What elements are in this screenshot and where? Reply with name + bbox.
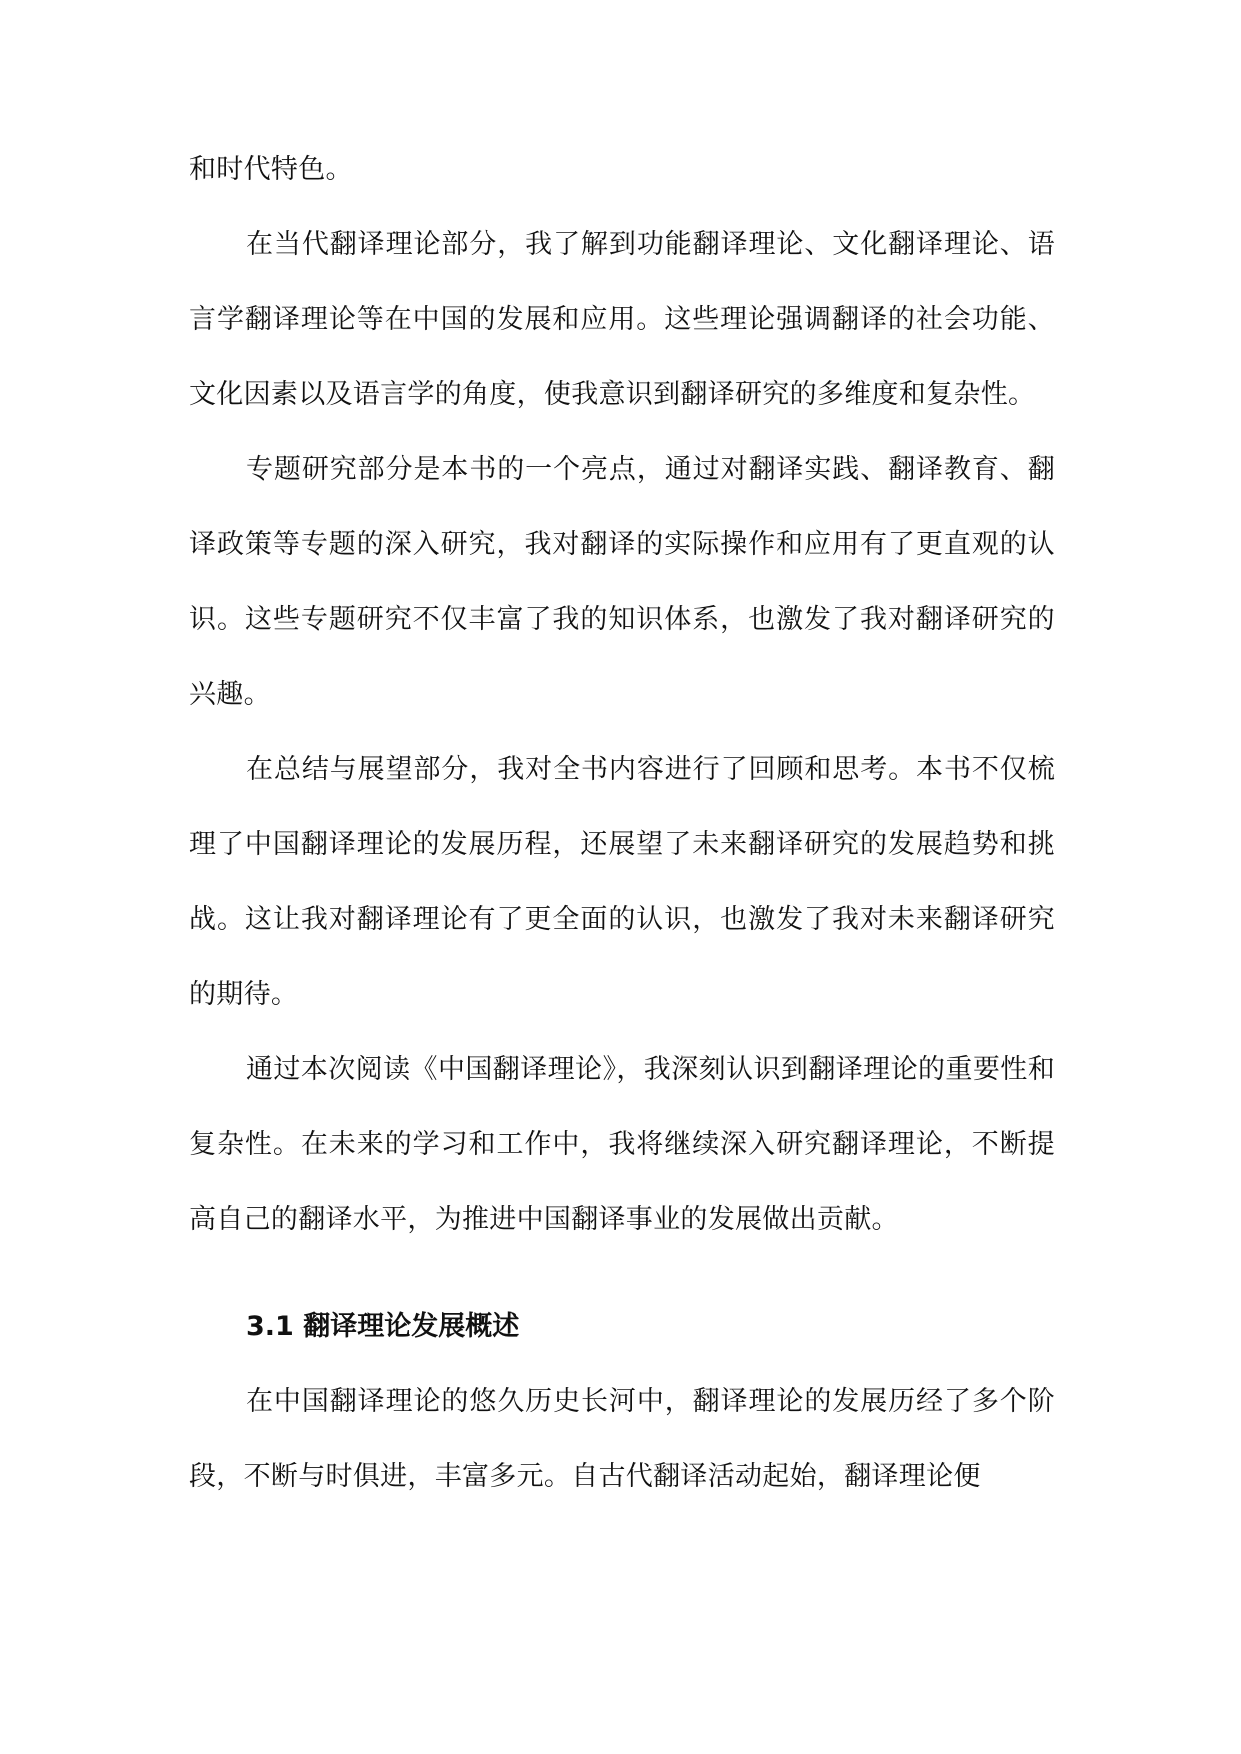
paragraph-continuation: 和时代特色。 [189, 154, 353, 185]
paragraph-conclusion: 通过本次阅读《中国翻译理论》，我深刻认识到翻译理论的重要性和复杂性。在未来的学习和工作中，我将继续深入研究翻译理论，不断提高自己的翻译水平，为推进中国翻译事业的发展做出贡献。 [189, 1054, 1055, 1235]
section-spacer [189, 1257, 1055, 1285]
paragraph-contemporary-theory: 在当代翻译理论部分，我了解到功能翻译理论、文化翻译理论、语言学翻译理论等在中国的发展和应用。这些理论强调翻译的社会功能、文化因素以及语言学的角度，使我意识到翻译研究的多维度和复杂性。 [189, 229, 1055, 410]
paragraph-special-topics: 专题研究部分是本书的一个亮点，通过对翻译实践、翻译教育、翻译政策等专题的深入研究，我对翻译的实际操作和应用有了更直观的认识。这些专题研究不仅丰富了我的知识体系，也激发了我对翻译研究的兴趣。 [189, 454, 1055, 710]
section-heading: 3.1 翻译理论发展概述 [246, 1311, 520, 1342]
paragraph-summary-outlook: 在总结与展望部分，我对全书内容进行了回顾和思考。本书不仅梳理了中国翻译理论的发展历程，还展望了未来翻译研究的发展趋势和挑战。这让我对翻译理论有了更全面的认识，也激发了我对未来翻译研究的期待。 [189, 754, 1055, 1010]
paragraph-development-overview: 在中国翻译理论的悠久历史长河中，翻译理论的发展历经了多个阶段，不断与时俱进，丰富多元。自古代翻译活动起始，翻译理论便 [189, 1386, 1055, 1492]
document-page [189, 132, 1055, 1514]
